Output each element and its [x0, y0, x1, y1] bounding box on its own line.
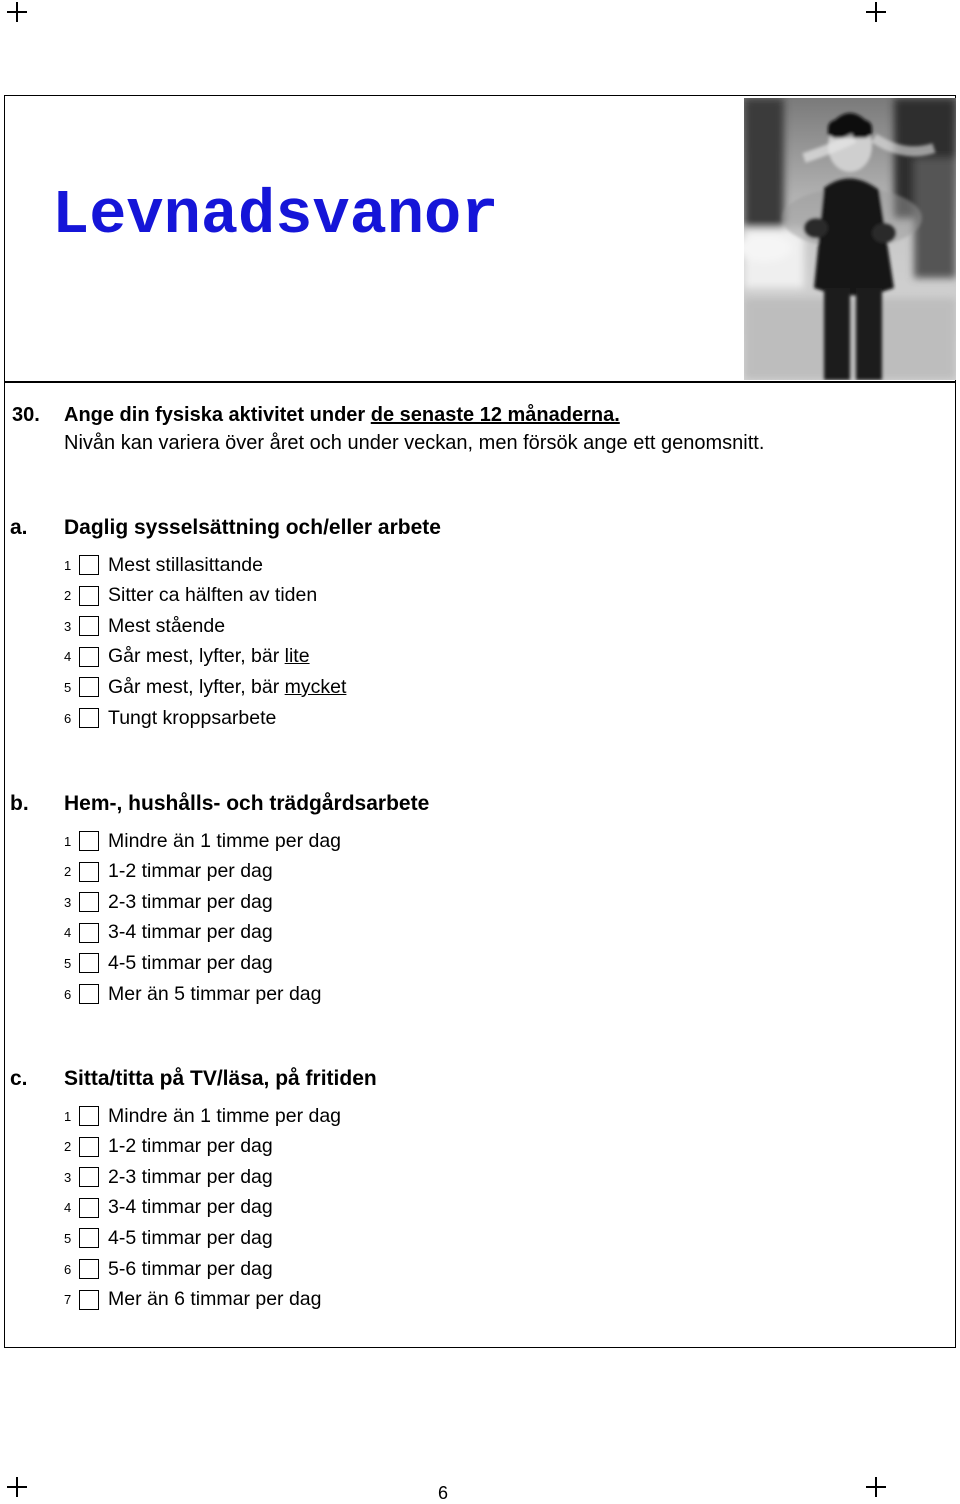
option-row[interactable] [64, 1226, 273, 1250]
option-row[interactable] [64, 1104, 341, 1128]
option-row[interactable] [64, 921, 273, 945]
crop-mark-top-right [866, 2, 886, 22]
option-row[interactable] [64, 706, 276, 730]
option-row[interactable] [64, 860, 273, 884]
option-number: 4 [64, 925, 72, 941]
option-label [108, 615, 225, 638]
option-label-emphasis: mycket [284, 675, 347, 698]
option-row[interactable] [64, 584, 317, 608]
question-number: 30. [12, 404, 40, 426]
option-label-text: Går mest, lyfter, bär [108, 675, 285, 698]
question-line-1 [64, 404, 620, 427]
crop-mark-bottom-right [866, 1477, 886, 1497]
option-label [108, 645, 310, 668]
page-number: 6 [438, 1483, 449, 1503]
crop-mark-bottom-left [7, 1477, 27, 1497]
option-label-text: 1-2 timmar per dag [108, 860, 273, 883]
option-label [108, 1196, 273, 1219]
option-checkbox[interactable] [79, 555, 99, 575]
option-label [108, 676, 346, 699]
option-checkbox[interactable] [79, 923, 99, 943]
crop-mark-top-left [7, 2, 27, 22]
option-label-text: Mest stående [108, 614, 226, 637]
option-label-text: 3-4 timmar per dag [108, 1196, 273, 1219]
option-row[interactable] [64, 645, 310, 669]
option-checkbox[interactable] [79, 1259, 99, 1279]
running-person-photo [744, 98, 956, 380]
option-checkbox[interactable] [79, 953, 99, 973]
option-checkbox[interactable] [79, 647, 99, 667]
option-label-text: 2-3 timmar per dag [108, 890, 273, 913]
option-number: 3 [64, 618, 72, 634]
option-row[interactable] [64, 829, 341, 853]
option-label-emphasis: lite [284, 645, 310, 668]
option-checkbox[interactable] [79, 708, 99, 728]
option-label-text: Går mest, lyfter, bär [108, 645, 285, 668]
option-row[interactable] [64, 982, 322, 1006]
option-number: 3 [64, 1169, 72, 1185]
option-label [108, 921, 273, 944]
option-label-text: 4-5 timmar per dag [108, 1226, 273, 1249]
option-row[interactable] [64, 1196, 273, 1220]
option-label [108, 1166, 273, 1189]
section-letter: a. [10, 516, 28, 539]
option-label-text: Mindre än 1 timme per dag [108, 829, 342, 852]
option-label-text: Mindre än 1 timme per dag [108, 1104, 342, 1127]
option-label-text: Mer än 5 timmar per dag [108, 982, 322, 1005]
section-title: Sitta/titta på TV/läsa, på fritiden [64, 1067, 377, 1090]
section-letter: b. [10, 792, 29, 815]
option-checkbox[interactable] [79, 1290, 99, 1310]
option-row[interactable] [64, 951, 273, 975]
option-label [108, 1105, 341, 1128]
question-text: Ange din fysiska aktivitet under [64, 404, 371, 426]
option-checkbox[interactable] [79, 1228, 99, 1248]
option-checkbox[interactable] [79, 616, 99, 636]
option-number: 1 [64, 557, 72, 573]
option-number: 6 [64, 710, 72, 726]
option-label-text: 1-2 timmar per dag [108, 1135, 273, 1158]
option-checkbox[interactable] [79, 677, 99, 697]
option-label-text: Mest stillasittande [108, 553, 263, 576]
option-checkbox[interactable] [79, 1198, 99, 1218]
option-label [108, 554, 263, 577]
option-label [108, 952, 273, 975]
option-number: 4 [64, 649, 72, 665]
option-number: 1 [64, 1108, 72, 1124]
option-number: 2 [64, 864, 72, 880]
option-checkbox[interactable] [79, 862, 99, 882]
section-title: Daglig sysselsättning och/eller arbete [64, 516, 441, 539]
option-number: 2 [64, 588, 72, 604]
option-checkbox[interactable] [79, 831, 99, 851]
option-row[interactable] [64, 1135, 273, 1159]
option-row[interactable] [64, 1257, 273, 1281]
question-emphasis: de senaste 12 månaderna. [370, 404, 620, 426]
option-number: 5 [64, 1230, 72, 1246]
option-checkbox[interactable] [79, 1167, 99, 1187]
page-title: Levnadsvanor [52, 180, 499, 251]
option-label [108, 1258, 273, 1281]
option-label [108, 1135, 273, 1158]
option-row[interactable] [64, 553, 263, 577]
option-checkbox[interactable] [79, 892, 99, 912]
header-photo [744, 98, 956, 380]
option-checkbox[interactable] [79, 984, 99, 1004]
option-label-text: Sitter ca hälften av tiden [108, 584, 318, 607]
section-letter: c. [10, 1067, 28, 1090]
option-row[interactable] [64, 614, 225, 638]
option-label [108, 983, 322, 1006]
option-number: 2 [64, 1139, 72, 1155]
option-row[interactable] [64, 890, 273, 914]
option-label [108, 1227, 273, 1250]
option-row[interactable] [64, 1288, 322, 1312]
question-line-2: Nivån kan variera över året och under veckan, men försök ange ett genomsnitt. [64, 432, 765, 454]
option-label [108, 891, 273, 914]
option-number: 5 [64, 679, 72, 695]
option-row[interactable] [64, 675, 346, 699]
option-label-text: 5-6 timmar per dag [108, 1257, 273, 1280]
option-label [108, 1288, 322, 1311]
option-checkbox[interactable] [79, 586, 99, 606]
option-label [108, 860, 273, 883]
option-number: 6 [64, 1261, 72, 1277]
header-divider [4, 381, 956, 383]
option-label-text: 2-3 timmar per dag [108, 1165, 273, 1188]
option-checkbox[interactable] [79, 1106, 99, 1126]
option-label-text: Tungt kroppsarbete [108, 706, 277, 729]
option-number: 4 [64, 1200, 72, 1216]
option-number: 3 [64, 894, 72, 910]
option-number: 7 [64, 1292, 72, 1308]
option-label-text: 3-4 timmar per dag [108, 921, 273, 944]
option-label-text: Mer än 6 timmar per dag [108, 1288, 322, 1311]
option-number: 5 [64, 955, 72, 971]
option-number: 6 [64, 986, 72, 1002]
option-number: 1 [64, 833, 72, 849]
option-label [108, 584, 317, 607]
option-label [108, 830, 341, 853]
option-label [108, 707, 276, 730]
section-title: Hem-, hushålls- och trädgårdsarbete [64, 792, 430, 815]
option-label-text: 4-5 timmar per dag [108, 951, 273, 974]
option-row[interactable] [64, 1165, 273, 1189]
option-checkbox[interactable] [79, 1137, 99, 1157]
